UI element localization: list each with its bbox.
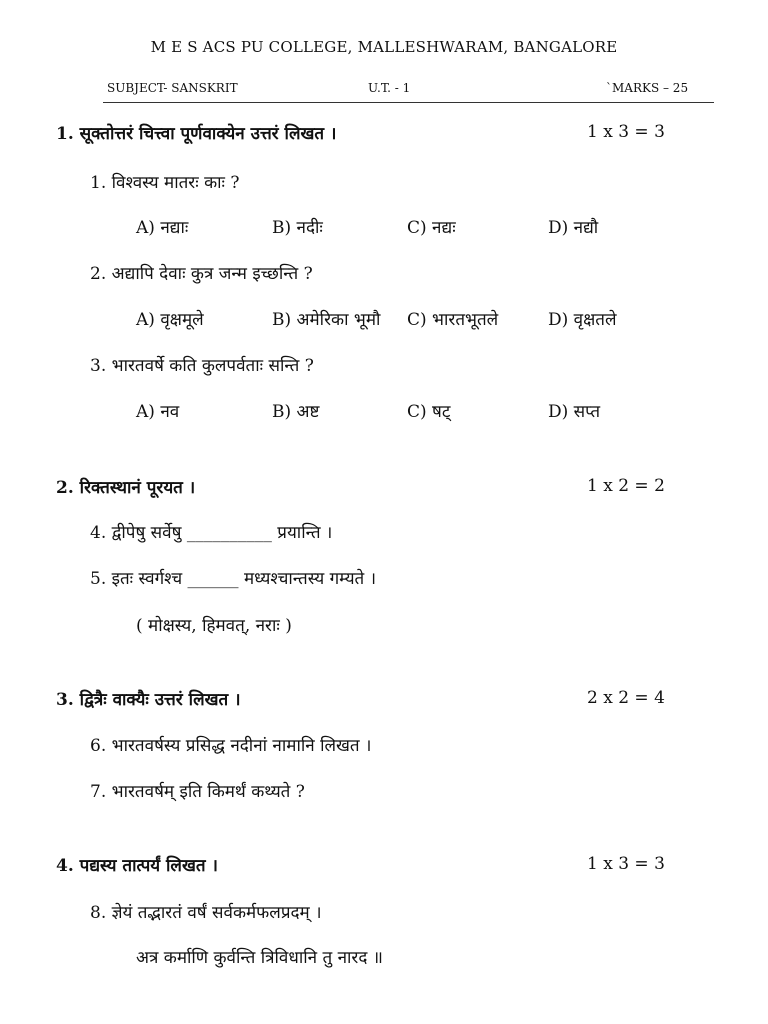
subject-label: SUBJECT- SANSKRIT	[107, 81, 238, 95]
verse-line-2: अत्र कर्माणि कुर्वन्ति त्रिविधानि तु नारद ॥	[136, 948, 383, 968]
q1-option-b: B) नदीः	[272, 218, 323, 238]
word-bank: ( मोक्षस्य, हिमवत्, नराः )	[136, 616, 292, 636]
question-3: 3. भारतवर्षे कति कुलपर्वताः सन्ति ?	[90, 356, 314, 376]
q2-option-c: C) भारतभूतले	[407, 310, 499, 330]
q2-option-d: D) वृक्षतले	[548, 310, 617, 330]
section-1-title: 1. सूक्तोत्तरं चित्त्वा पूर्णवाक्येन उत्तरं लिखत ।	[56, 124, 337, 144]
question-2: 2. अद्यापि देवाः कुत्र जन्म इच्छन्ति ?	[90, 264, 313, 284]
q1-option-c: C) नद्यः	[407, 218, 456, 238]
q3-option-b: B) अष्ट	[272, 402, 320, 422]
question-8: 8. ज्ञेयं तद्भारतं वर्षं सर्वकर्मफलप्रदम् ।	[90, 903, 322, 923]
section-2-title: 2. रिक्तस्थानं पूरयत ।	[56, 478, 196, 498]
q2-option-a: A) वृक्षमूले	[136, 310, 204, 330]
college-heading: M E S ACS PU COLLEGE, MALLESHWARAM, BANGALORE	[150, 38, 618, 56]
section-4-title: 4. पद्यस्य तात्पर्यं लिखत ।	[56, 856, 218, 876]
question-5: 5. इतः स्वर्गश्च ______ मध्यश्चान्तस्य गम्यते ।	[90, 569, 377, 589]
section-2-marks: 1 x 2 = 2	[587, 476, 665, 496]
q2-option-b: B) अमेरिका भूमौ	[272, 310, 381, 330]
q3-option-a: A) नव	[136, 402, 180, 422]
q3-option-d: D) सप्त	[548, 402, 601, 422]
test-label: U.T. - 1	[368, 81, 411, 95]
total-marks-label: `MARKS – 25	[606, 81, 689, 95]
question-1: 1. विश्वस्य मातरः काः ?	[90, 173, 240, 193]
q1-option-a: A) नद्याः	[136, 218, 189, 238]
section-3-title: 3. द्वित्रैः वाक्यैः उत्तरं लिखत ।	[56, 690, 241, 710]
question-7: 7. भारतवर्षम् इति किमर्थं कथ्यते ?	[90, 782, 305, 802]
q1-option-d: D) नद्यौ	[548, 218, 599, 238]
section-4-marks: 1 x 3 = 3	[587, 854, 665, 874]
header-divider	[103, 102, 714, 103]
question-4: 4. द्वीपेषु सर्वेषु __________ प्रयान्ति ।	[90, 523, 333, 543]
question-6: 6. भारतवर्षस्य प्रसिद्ध नदीनां नामानि लिखत ।	[90, 736, 372, 756]
section-3-marks: 2 x 2 = 4	[587, 688, 665, 708]
q3-option-c: C) षट्	[407, 402, 451, 422]
section-1-marks: 1 x 3 = 3	[587, 122, 665, 142]
